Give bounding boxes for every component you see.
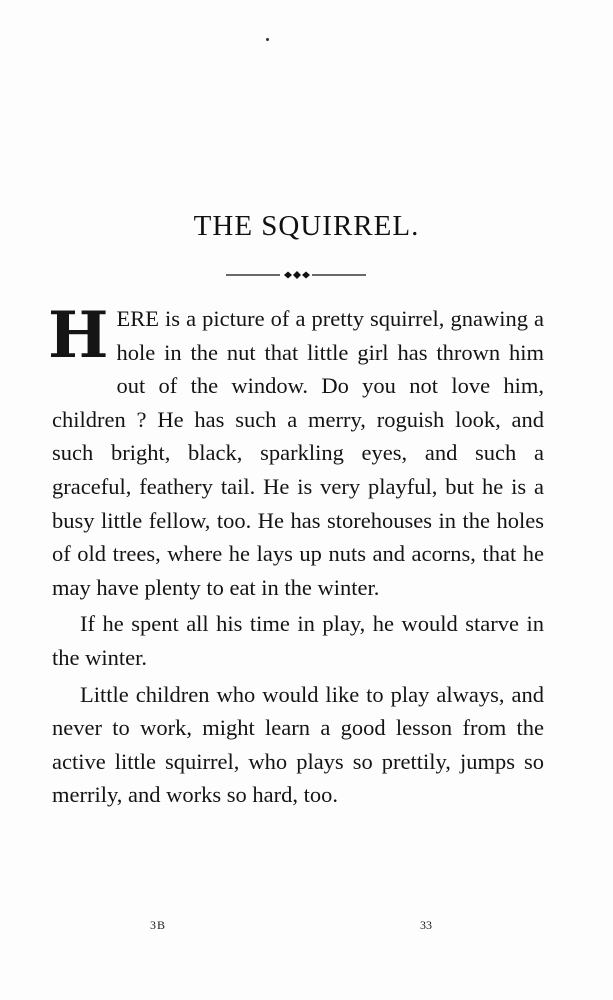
paragraph-1-text: ERE is a picture of a pretty squirrel, gnawing a hole in the nut that little girl has thrown him out of the window. Do you not love him, children ? He has such a merry, roguish look, and such bright, black, sparkling eyes, and such a graceful, feathery tail. He is very playful, but he is a busy little fellow, too. He has storehouses in the holes of old trees, where he lays up nuts and acorns, that he may have plenty to eat in the winter. — [52, 306, 544, 600]
page-number: 33 — [420, 918, 432, 932]
chapter-title-text: THE SQUIRREL. — [193, 210, 420, 242]
divider-ornament — [226, 270, 366, 280]
body-text — [48, 298, 544, 812]
chapter-title — [0, 210, 613, 243]
ink-speck — [266, 38, 269, 41]
paragraph-2: If he spent all his time in play, he would starve in the winter. — [52, 611, 544, 670]
drop-cap-letter: H — [48, 298, 109, 373]
paragraph-1 — [48, 298, 544, 604]
paragraph-3: Little children who would like to play always, and never to work, might learn a good lesson from the active little squirrel, who plays so prettily, jumps so merrily, and works so hard, too. — [52, 681, 544, 808]
signature-mark: 3B — [150, 918, 167, 932]
